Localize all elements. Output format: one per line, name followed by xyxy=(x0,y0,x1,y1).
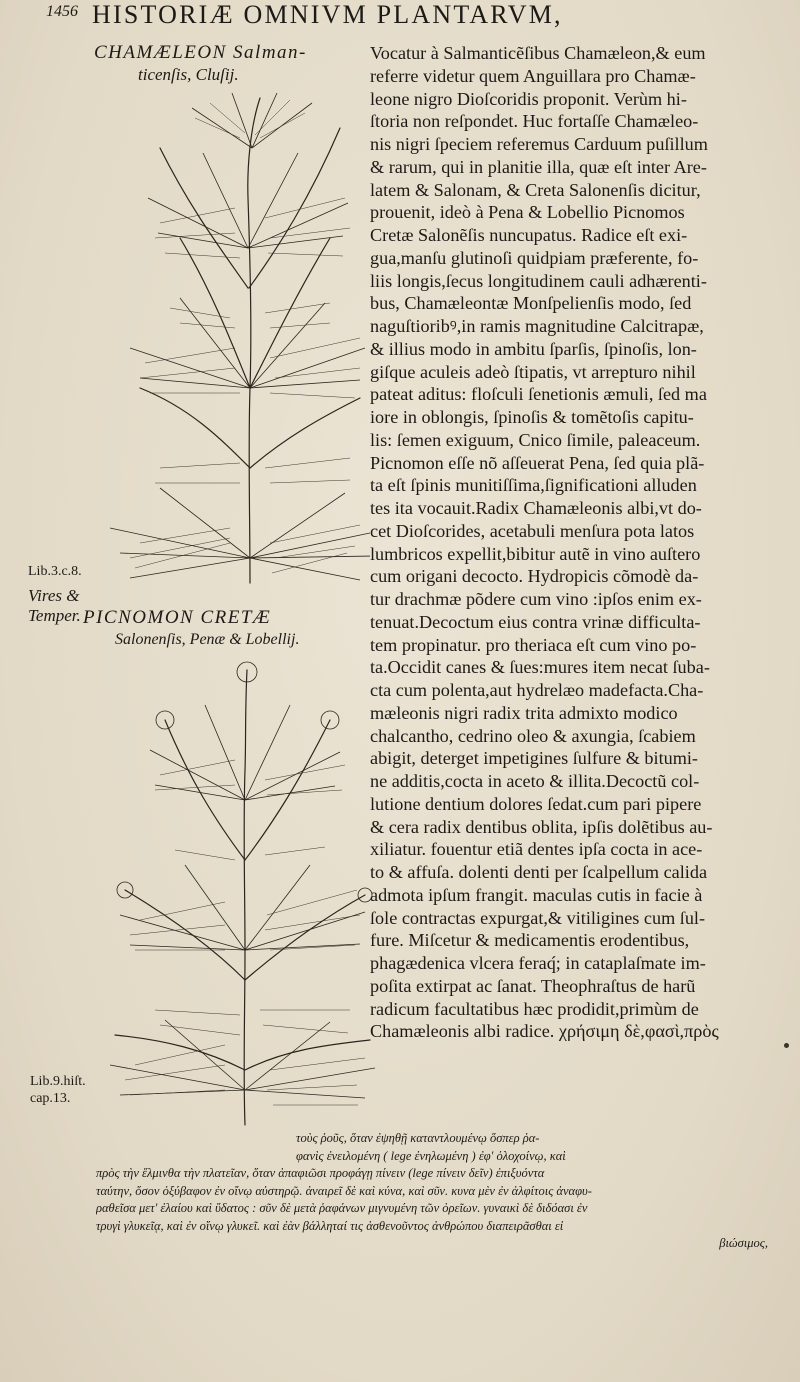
main-text-column xyxy=(370,42,780,1043)
woodcut-picnomon-illustration xyxy=(95,650,375,1130)
text-line: Cretæ Salonẽſis nuncupatus. Radice eſt exi- xyxy=(370,225,688,245)
text-line: admota ipſum frangit. maculas cutis in facie à xyxy=(370,884,703,905)
margin-ref-dioscorides: Lib.3.c.8. xyxy=(28,564,82,579)
text-line: poſita extirpat ac ſanat. Theophraſtus de harũ xyxy=(370,975,696,996)
greek-line: φανὶς ἐνειλομένη ( lege ἐνηλωμένη ) ἐφ' ὁλοχοίνῳ, καὶ xyxy=(296,1148,566,1163)
greek-line: ταύτην, ὅσον ὀξύβαφον ἐν οἴνῳ αὐστηρῷ. ἀναιρεῖ δὲ καὶ κύνα, καὶ σῦν. κυνα μὲν ἐν ἀλφίτοις ἀναφυ- xyxy=(96,1183,592,1198)
text-line: abigit, deterget impetigines ſulfure & bitumi- xyxy=(370,748,698,769)
text-line: & cera radix dentibus oblita, ipſis dolẽtibus au- xyxy=(370,816,713,837)
text-line: fure. Miſcetur & medicamentis erodentibus, xyxy=(370,930,690,951)
figure-caption-picnomon xyxy=(83,607,373,651)
text-line: xiliatur. fouentur etiã dentes ipſa cocta in ace- xyxy=(370,839,703,860)
greek-quotation xyxy=(96,1130,786,1253)
greek-line: τοὺς ῥοῦς, ὅταν ἐψηθῇ καταντλουμένῳ ὅσπερ ῥα- xyxy=(296,1131,540,1145)
text-line: latem & Salonam, & Creta Salonenſis dicitur, xyxy=(370,179,701,200)
text-line: prouenit, ideò à Pena & Lobellio Picnomos xyxy=(370,202,685,223)
text-line: ſtoria non reſpondet. Huc fortaſſe Chamæleo- xyxy=(370,111,699,132)
caption-subtitle: ticenſis, Cluſij. xyxy=(138,65,239,84)
text-line: nis nigri ſpeciem referemus Carduum puſillum xyxy=(370,134,708,154)
margin-ref2-line1: Lib.9.hiſt. xyxy=(30,1074,86,1089)
text-line: liis longis,ſecus longitudinem cauli adhærenti- xyxy=(370,270,707,291)
text-line: tur drachmæ põdere cum vino :ipſos enim ex- xyxy=(370,589,702,609)
caption-title: PICNOMON CRETÆ xyxy=(83,607,272,628)
text-line: chalcantho, cedrino oleo & axungia, ſcabiem xyxy=(370,725,696,746)
margin-vires-line1: Vires & xyxy=(28,586,80,605)
text-line: phagædenica vlcera feraq́; in cataplaſmate im- xyxy=(370,953,706,973)
text-line: mæleonis nigri radix trita admixto modico xyxy=(370,702,678,723)
text-line: lis: ſemen exiguum, Cnico ſimile, paleaceum. xyxy=(370,429,701,450)
text-line: naguſtioribꝰ,in ramis magnitudine Calcitrapæ, xyxy=(370,316,704,336)
text-line: radicum facultatibus hæc prodidit,primùm de xyxy=(370,998,699,1019)
caption-title: CHAMÆLEON Salman- xyxy=(94,42,307,63)
text-line: lumbricos expellit,bibitur autẽ in vino auſtero xyxy=(370,543,701,564)
text-line: ne additis,cocta in aceto & illita.Decoctũ col- xyxy=(370,771,700,791)
figure-caption-chamaeleon xyxy=(94,42,384,86)
text-line: ta.Occidit canes & ſues:mures item necat ſuba- xyxy=(370,657,710,678)
text-line: cta cum polenta,aut hydrelæo madefacta.Cha- xyxy=(370,680,704,700)
text-line: referre videtur quem Anguillara pro Chamæ- xyxy=(370,65,696,86)
text-line: tem propinatur. pro theriaca eſt cum vino po- xyxy=(370,634,697,655)
text-line: & rarum, qui in planitie illa, quæ eſt inter Are- xyxy=(370,156,707,177)
text-line: tenuat.Decoctum eius contra vrinæ difficulta- xyxy=(370,611,701,632)
text-line: cet Dioſcorides, acetabuli menſura pota latos xyxy=(370,520,695,541)
margin-note-vires xyxy=(28,586,81,626)
text-line: Vocatur à Salmanticẽſibus Chamæleon,& eum xyxy=(370,43,706,63)
text-line: leone nigro Dioſcoridis proponit. Verùm hi- xyxy=(370,88,687,109)
page-number: 1456 xyxy=(46,3,78,20)
margin-vires-line2: Temper. xyxy=(28,606,81,625)
text-line: tes ita vocauit.Radix Chamæleonis albi,vt do- xyxy=(370,498,702,518)
running-head: HISTORIÆ OMNIVM PLANTARVM, xyxy=(92,0,563,29)
greek-line: ραθεῖσα μετ' ἐλαίου καὶ ὕδατος : σῦν δὲ μετὰ ῥαφάνων μιγνυμένη τῶν ὀρεῖων. γυναικὶ δὲ διδόασι ἐν xyxy=(96,1201,588,1215)
text-line: cum origani decocto. Hydropicis cõmodè da- xyxy=(370,566,699,587)
caption-subtitle: Salonenſis, Penæ & Lobellij. xyxy=(115,631,300,648)
margin-ref2-line2: cap.13. xyxy=(30,1091,71,1106)
text-line: iore in oblongis, ſpinoſis & tomẽtoſis capitu- xyxy=(370,407,694,427)
text-line: Picnomon eſſe nõ aſſeuerat Pena, ſed quia plã- xyxy=(370,452,705,473)
greek-line: βιώσιμος, xyxy=(719,1236,768,1250)
text-line: lutione dentium dolores ſedat.cum pari pipere xyxy=(370,793,702,814)
greek-line: τρυγὶ γλυκεῖᾳ, καὶ ἐν οἴνῳ γλυκεῖ. καὶ ἐὰν βάλληταί τις ἀσθενοῦντος ἀνθρώπου διαπειρᾶσθαι εἰ xyxy=(96,1218,564,1233)
text-line: giſque aculeis adeò ſtipatis, vt arrepturo nihil xyxy=(370,361,696,382)
text-line: pateat aditus: floſculi ſenetionis æmuli, ſed ma xyxy=(370,384,707,405)
ink-spot xyxy=(784,1043,789,1048)
text-line: Chamæleonis albi radice. χρήσιμη δὲ,φασὶ,πρὸς xyxy=(370,1021,719,1042)
text-line: ta eſt ſpinis munitiſſima,ſignificationi alluden xyxy=(370,475,697,496)
text-line: gua,manſu glutinoſi quidpiam præferente, fo- xyxy=(370,247,699,268)
text-line: ſole contractas expurgat,& vitiligines cum ſul- xyxy=(370,907,706,928)
text-line: to & affuſa. dolenti denti per ſcalpellum calida xyxy=(370,862,708,882)
woodcut-chamaeleon-illustration xyxy=(100,88,370,588)
margin-ref-theophrastus xyxy=(30,1073,86,1107)
text-line: & illius modo in ambitu ſparſis, ſpinoſis, lon- xyxy=(370,338,697,359)
text-line: bus, Chamæleontæ Monſpelienſis modo, ſed xyxy=(370,293,692,314)
greek-line: πρὸς τὴν ἕλμινθα τὴν πλατεῖαν, ὅταν ἀπαφιῶσι προφάγῃ πίνειν (lege πίνειν δεῖν) ἐπιξυόντα xyxy=(96,1166,545,1180)
